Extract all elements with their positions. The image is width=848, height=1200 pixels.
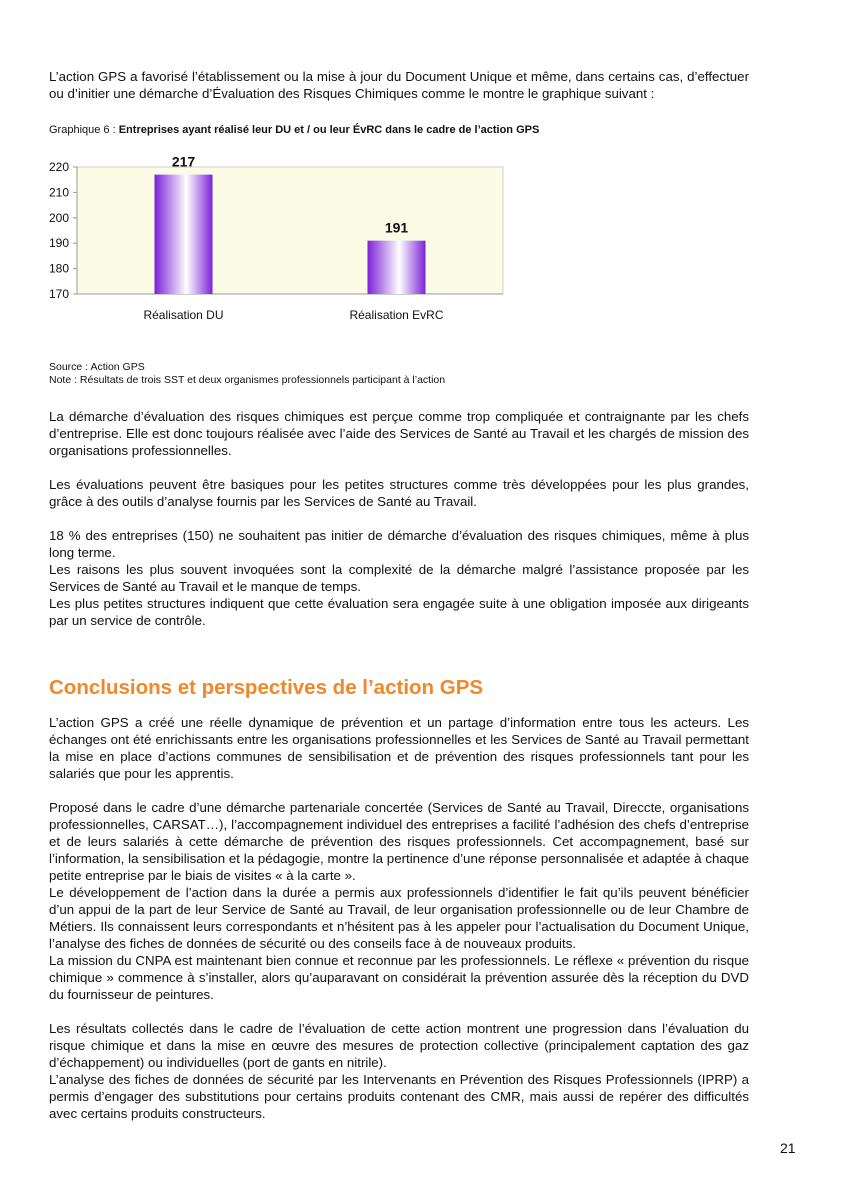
y-tick-label: 200	[49, 210, 69, 225]
paragraph-b6: L’analyse des fiches de données de sécurité par les Intervenants en Prévention des Risques Professionnels (IPRP) a permis d’engager des substitutions pour certains produits contenant des CMR, mais aussi de repérer des difficultés avec certains produits constructeurs.	[49, 1072, 749, 1121]
figure-caption	[49, 122, 749, 139]
caption-prefix: Graphique 6 :	[49, 124, 119, 136]
page-number: 21	[780, 1140, 796, 1156]
x-category-label: Réalisation EvRC	[349, 308, 444, 322]
paragraph-a4: Les raisons les plus souvent invoquées sont la complexité de la démarche malgré l’assistance proposée par les Services de Santé au Travail et le manque de temps.	[49, 562, 749, 594]
page-content	[49, 68, 749, 1122]
paragraph-a3: 18 % des entreprises (150) ne souhaitent pas initier de démarche d’évaluation des risques chimiques, même à plus long terme.	[49, 528, 749, 560]
data-label: 191	[384, 219, 409, 236]
intro-paragraph: L’action GPS a favorisé l’établissement ou la mise à jour du Document Unique et même, dans certains cas, d’effectuer ou d’initier une démarche d’Évaluation des Risques Chimiques comme le montre le graphique suivant :	[49, 69, 749, 101]
y-tick-label: 190	[49, 236, 69, 251]
paragraph-a1: La démarche d’évaluation des risques chimiques est perçue comme trop compliquée et contraignante par les chefs d’entreprise. Elle est donc toujours réalisée avec l’aide des Services de Santé au Travail et les chargés de mission des organisations professionnelles.	[49, 409, 749, 458]
paragraph-b1: L’action GPS a créé une réelle dynamique de prévention et un partage d’information entre tous les acteurs. Les échanges ont été enrichissants entre les organisations professionnelles et les Services de Santé au Travail permettant la mise en place d’actions communes de sensibilisation et de prévention des risques professionnels tant pour les salariés que pour les apprentis.	[49, 715, 749, 781]
paragraph-b4: La mission du CNPA est maintenant bien connue et reconnue par les professionnels. Le réflexe « prévention du risque chimique » commence à s’installer, alors qu’auparavant on considérait la prévention assurée dès la réception du DVD du fournisseur de peintures.	[49, 953, 749, 1002]
y-tick-label: 220	[49, 160, 69, 174]
data-label: 217	[171, 153, 196, 170]
figure-note: Note : Résultats de trois SST et deux organismes professionnels participant à l’action	[49, 373, 446, 386]
y-tick-label: 180	[49, 261, 69, 276]
paragraph-a2: Les évaluations peuvent être basiques pour les petites structures comme très développées pour les plus grandes, grâce à des outils d’analyse fournis par les Services de Santé au Travail.	[49, 477, 749, 509]
paragraph-b5: Les résultats collectés dans le cadre de l’évaluation de cette action montrent une progression dans l’évaluation du risque chimique et dans la mise en œuvre des mesures de protection collective (principalement captation des gaz d’échappement) ou individuelles (port de gants en nitrile).	[49, 1021, 749, 1070]
caption-title: Entreprises ayant réalisé leur DU et / ou leur ÉvRC dans le cadre de l’action GPS	[118, 124, 540, 136]
paragraph-b3: Le développement de l’action dans la durée a permis aux professionnels d’identifier le fait qu’ils peuvent bénéficier d’un appui de la part de leur Service de Santé au Travail, de leur organisation professionnelle ou de leur Chambre de Métiers. Ils connaissent leurs correspondants et n’hésitent pas à les appeler pour l’actualisation du Document Unique, l’analyse des fiches de données de sécurité ou des conseils face à de nouveaux produits.	[49, 885, 749, 951]
paragraph-a5: Les plus petites structures indiquent que cette évaluation sera engagée suite à une obligation imposée aux dirigeants par un service de contrôle.	[49, 596, 749, 628]
figure-source: Source : Action GPS	[49, 361, 145, 373]
plot-area	[77, 167, 503, 294]
chart-svg	[49, 147, 519, 357]
x-category-label: Réalisation DU	[143, 308, 224, 322]
bar-2	[368, 241, 426, 294]
paragraph-b2: Proposé dans le cadre d’une démarche partenariale concertée (Services de Santé au Travail, Direccte, organisations professionnelles, CARSAT…), l’accompagnement individuel des entreprises a facilité l’adhésion des chefs d’entreprise et de leurs salariés à cette démarche de prévention des risques professionnels. Cet accompagnement, basé sur l’information, la sensibilisation et la pédagogie, montre la pertinence d’une réponse personnalisée et adaptée à chaque petite entreprise par le biais de visites « à la carte ».	[49, 800, 749, 883]
bar-chart	[49, 147, 519, 357]
y-tick-label: 210	[49, 185, 69, 200]
bar-1	[155, 175, 213, 294]
section-heading: Conclusions et perspectives de l’action GPS	[49, 676, 484, 699]
y-tick-label: 170	[49, 287, 69, 301]
